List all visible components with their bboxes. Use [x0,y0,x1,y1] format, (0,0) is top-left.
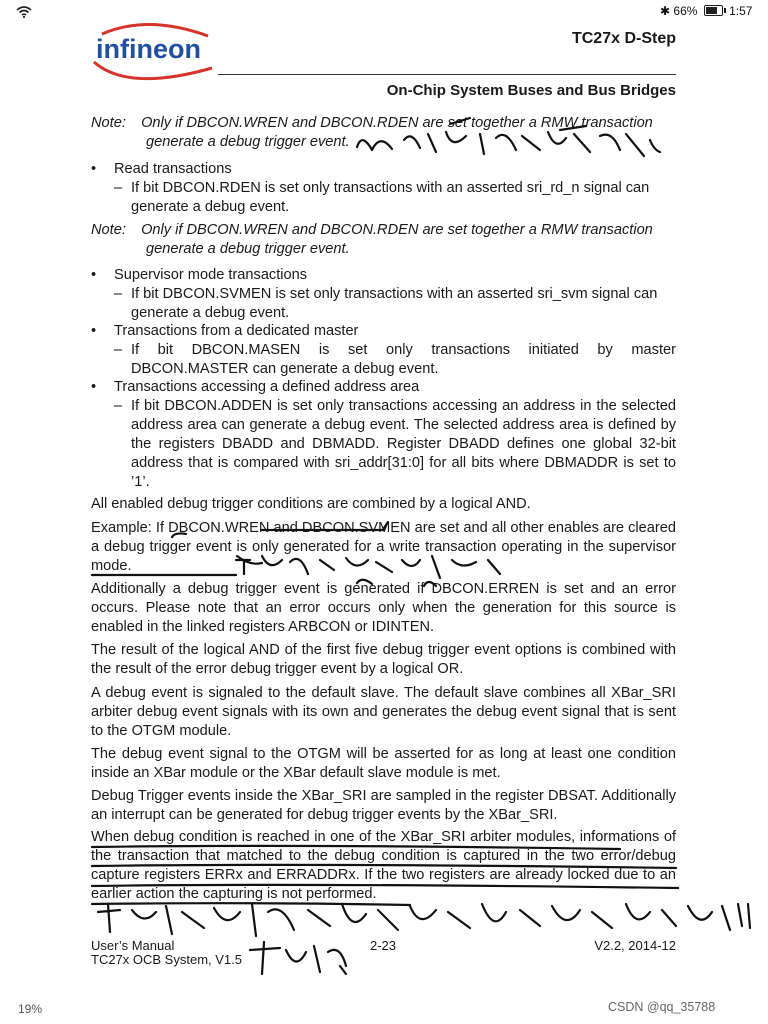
battery-percent: 66% [673,4,698,18]
note-line: Only if DBCON.WREN and DBCON.RDEN are set together a RMW transaction [141,115,653,131]
para-otgm: The debug event signal to the OTGM will be asserted for as long at least one condition inside an XBar module or the XBar default slave module is met. [91,746,676,781]
para-signaled: A debug event is signaled to the default slave. The default slave combines all XBar_SRI arbiter debug event signals with its own and generates the debug event signal that is sent to the OTGM module. [91,685,676,739]
footer-page: 2-23 [370,938,397,953]
para-result: The result of the logical AND of the first five debug trigger event options is combined with the result of the error debug trigger event by a logical OR. [91,642,676,677]
zoom-percent: 19% [18,1002,43,1016]
note-line: generate a debug trigger event. [146,134,350,150]
sub-line: generate a debug event. [131,199,290,215]
clock: 1:57 [729,4,753,18]
para-example: Example: If DBCON.WREN and DBCON.SVMEN are set and all other enables are cleared a debug trigger event is only generated for a write transaction operating in the supervisor mode. [91,520,676,574]
handwriting-scribble [98,904,750,936]
note-rmw-2 [91,221,676,259]
para-logical-and: All enabled debug trigger conditions are combined by a logical AND. [91,496,531,512]
bluetooth-icon: ✱ [660,4,671,18]
bullet-label: Transactions from a dedicated master [114,323,359,339]
sub-line: If bit DBCON.SVMEN is set only transactions with an asserted sri_svm signal can [131,286,658,302]
note-line: generate a debug trigger event. [146,241,350,257]
sub-line: generate a debug event. [131,305,290,321]
infineon-logo [88,22,220,82]
sub-line: If bit DBCON.MASEN is set only transactions initiated by master [131,342,676,358]
sub-line: If bit DBCON.RDEN is set only transactions with an asserted sri_rd_n signal can [131,180,650,196]
handwriting-scribble [250,942,346,974]
footer-version: V2.2, 2014-12 [594,938,676,953]
bullet-label: Read transactions [114,161,232,177]
wifi-icon [16,6,32,18]
note-label: Note: [91,115,126,131]
doc-title: TC27x D-Step [571,30,676,47]
footer-manual: User’s Manual [91,938,175,953]
sub-read: – If bit DBCON.RDEN is set only transactions with an asserted sri_rd_n signal can generate a debug event. [114,180,650,215]
para-capture: When debug condition is reached in one of the XBar_SRI arbiter modules, informations of the transaction that matched to the debug condition is captured in the two error/debug capture registers ERRx and ERRADDRx. If the two registers are already locked due to an earlier action the capturing is not performed. [91,829,676,902]
para-sampled: Debug Trigger events inside the XBar_SRI are sampled in the register DBSAT. Additionally an interrupt can be generated for debug trigger events by the XBar_SRI. [91,788,676,823]
battery-icon [704,5,723,16]
note-line: Only if DBCON.WREN and DBCON.RDEN are set together a RMW transaction [141,222,653,238]
sub-text: If bit DBCON.ADDEN is set only transactions accessing an address in the selected address area can generate a debug event. The selected address area is defined by the registers DBADD and DBMADD. Register DBADD defines one global 32-bit address that is compared with sri_addr[31:0] for all bits where DBMADDR is set to ’1’. [131,398,676,490]
footer-system: TC27x OCB System, V1.5 [91,952,242,967]
para-additionally: Additionally a debug trigger event is generated if DBCON.ERREN is set and an error occurs. Please note that an error occurs only when the generation for this source is enabled in the linked registers ARBCON or IDINTEN. [91,581,676,635]
note-label: Note: [91,222,126,238]
bullet-label: Transactions accessing a defined address area [114,379,420,395]
note-rmw-1 [91,114,676,152]
sub-master: – If bit DBCON.MASEN is set only transactions initiated by master DBCON.MASTER can generate a debug event. [114,342,676,377]
csdn-watermark: CSDN @qq_35788 [608,1000,716,1014]
logo-text: infineon [96,34,201,64]
status-right [660,4,752,18]
sub-line: DBCON.MASTER can generate a debug event. [131,361,439,377]
section-title: On-Chip System Buses and Bus Bridges [386,82,676,99]
header-divider [218,74,676,75]
footer-left [91,939,242,967]
sub-supervisor: – If bit DBCON.SVMEN is set only transactions with an asserted sri_svm signal can generate a debug event. [114,286,658,321]
sub-address: – If bit DBCON.ADDEN is set only transactions accessing an address in the selected address area can generate a debug event. The selected address area is defined by the registers DBADD and DBMADD. Register DBADD defines one global 32-bit address that is compared with sri_addr[31:0] for all bits where DBMADDR is set to ’1’. [114,398,676,490]
bullet-label: Supervisor mode transactions [114,267,308,283]
